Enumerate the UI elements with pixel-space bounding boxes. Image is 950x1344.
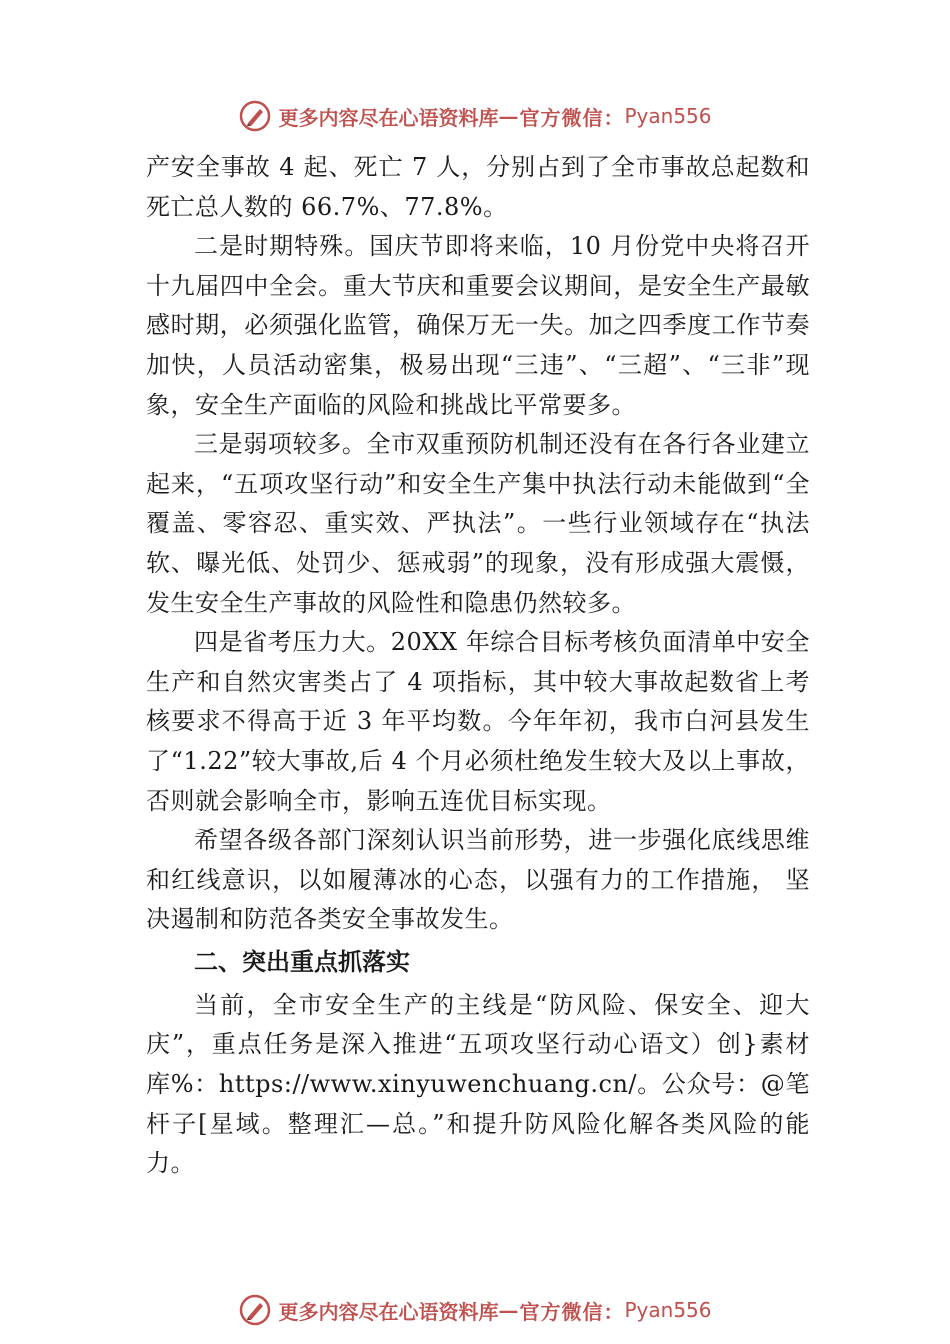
paragraph-3: 三是弱项较多。全市双重预防机制还没有在各行各业建立起来，“五项攻坚行动”和安全生产集中执法行动未能做到“全覆盖、零容忍、重实效、严执法”。一些行业领域存在“执法软、曝光低、处罚少、惩戒弱”的现象，没有形成强大震慑，发生安全生产事故的风险性和隐患仍然较多。 [146, 430, 810, 617]
paragraph-1: 产安全事故 4 起、死亡 7 人，分别占到了全市事故总起数和死亡总人数的 66.7%、77.8%。 [146, 153, 810, 221]
watermark-wechat-id: Pyan556 [624, 1298, 712, 1322]
watermark-dash: — [498, 1298, 520, 1322]
pen-logo-icon [238, 1293, 272, 1327]
watermark-header [0, 96, 950, 136]
pen-logo-icon [238, 99, 272, 133]
watermark-main-text: 更多内容尽在心语资料库 [278, 1299, 499, 1324]
paragraph-4: 四是省考压力大。20XX 年综合目标考核负面清单中安全生产和自然灾害类占了 4 项指标，其中较大事故起数省上考核要求不得高于近 3 年平均数。今年年初，我市白河县发生了“1.22”较大事故,后 4 个月必须杜绝发生较大及以上事故，否则就会影响全市，影响五连优目标实现。 [146, 628, 810, 815]
paragraph-6: 当前，全市安全生产的主线是“防风险、保安全、迎大庆”，重点任务是深入推进“五项攻坚行动心语文）创}素材库%：https://www.xinyuwenchuang.cn/。公众号：@笔杆子[星域。整理汇—总。”和提升防风险化解各类风险的能力。 [146, 990, 810, 1178]
paragraph-5: 希望各级各部门深刻认识当前形势，进一步强化底线思维和红线意识，以如履薄冰的心态，以强有力的工作措施， 坚决遏制和防范各类安全事故发生。 [146, 826, 810, 934]
watermark-sub-text: 官方微信： [519, 1299, 625, 1324]
paragraph-2: 二是时期特殊。国庆节即将来临，10 月份党中央将召开十九届四中全会。重大节庆和重要会议期间，是安全生产最敏感时期，必须强化监管，确保万无一失。加之四季度工作节奏加快，人员活动密集，极易出现“三违”、“三超”、“三非”现象，安全生产面临的风险和挑战比平常要多。 [146, 232, 810, 419]
watermark-dash: — [498, 104, 520, 128]
watermark-wechat-id: Pyan556 [624, 104, 712, 128]
watermark-main-text: 更多内容尽在心语资料库 [278, 105, 499, 130]
document-body [146, 148, 810, 1184]
watermark-footer [0, 1290, 950, 1330]
section-heading: 二、突出重点抓落实 [194, 947, 410, 976]
watermark-sub-text: 官方微信： [519, 105, 625, 130]
